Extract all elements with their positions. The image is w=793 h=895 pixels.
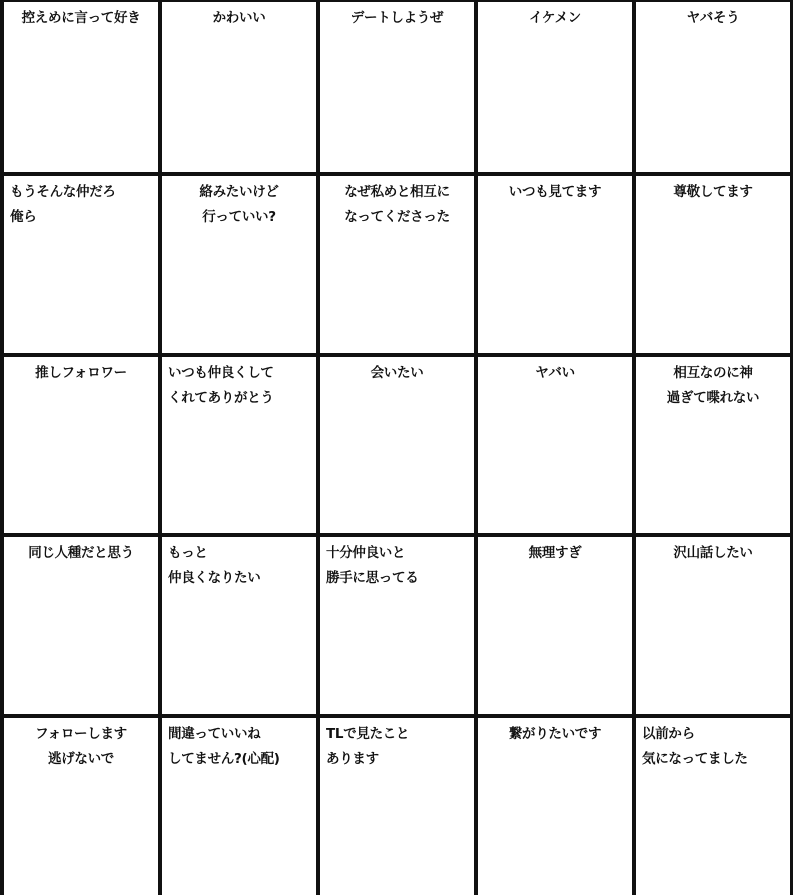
grid-cell: 尊敬してます	[636, 176, 793, 357]
grid-cell: 推しフォロワー	[4, 357, 162, 537]
grid-cell: TLで見たこと あります	[320, 718, 478, 895]
grid-cell: なぜ私めと相互に なってくださった	[320, 176, 478, 357]
grid-cell: いつも仲良くして くれてありがとう	[162, 357, 320, 537]
grid-cell: もっと 仲良くなりたい	[162, 537, 320, 718]
grid-cell: 繋がりたいです	[478, 718, 636, 895]
grid-cell: 沢山話したい	[636, 537, 793, 718]
grid-cell: 十分仲良いと 勝手に思ってる	[320, 537, 478, 718]
grid-cell: デートしようぜ	[320, 2, 478, 176]
grid-cell: 会いたい	[320, 357, 478, 537]
grid-cell: いつも見てます	[478, 176, 636, 357]
grid-cell: 絡みたいけど 行っていい?	[162, 176, 320, 357]
grid-cell: もうそんな仲だろ 俺ら	[4, 176, 162, 357]
grid-cell: 同じ人種だと思う	[4, 537, 162, 718]
grid-cell: イケメン	[478, 2, 636, 176]
grid-cell: 間違っていいね してません?(心配)	[162, 718, 320, 895]
grid-cell: ヤバい	[478, 357, 636, 537]
grid-cell: ヤバそう	[636, 2, 793, 176]
grid-cell: フォローします 逃げないで	[4, 718, 162, 895]
grid-cell: 相互なのに神 過ぎて喋れない	[636, 357, 793, 537]
grid-cell: かわいい	[162, 2, 320, 176]
grid-cell: 以前から 気になってました	[636, 718, 793, 895]
grid-cell: 控えめに言って好き	[4, 2, 162, 176]
grid-cell: 無理すぎ	[478, 537, 636, 718]
